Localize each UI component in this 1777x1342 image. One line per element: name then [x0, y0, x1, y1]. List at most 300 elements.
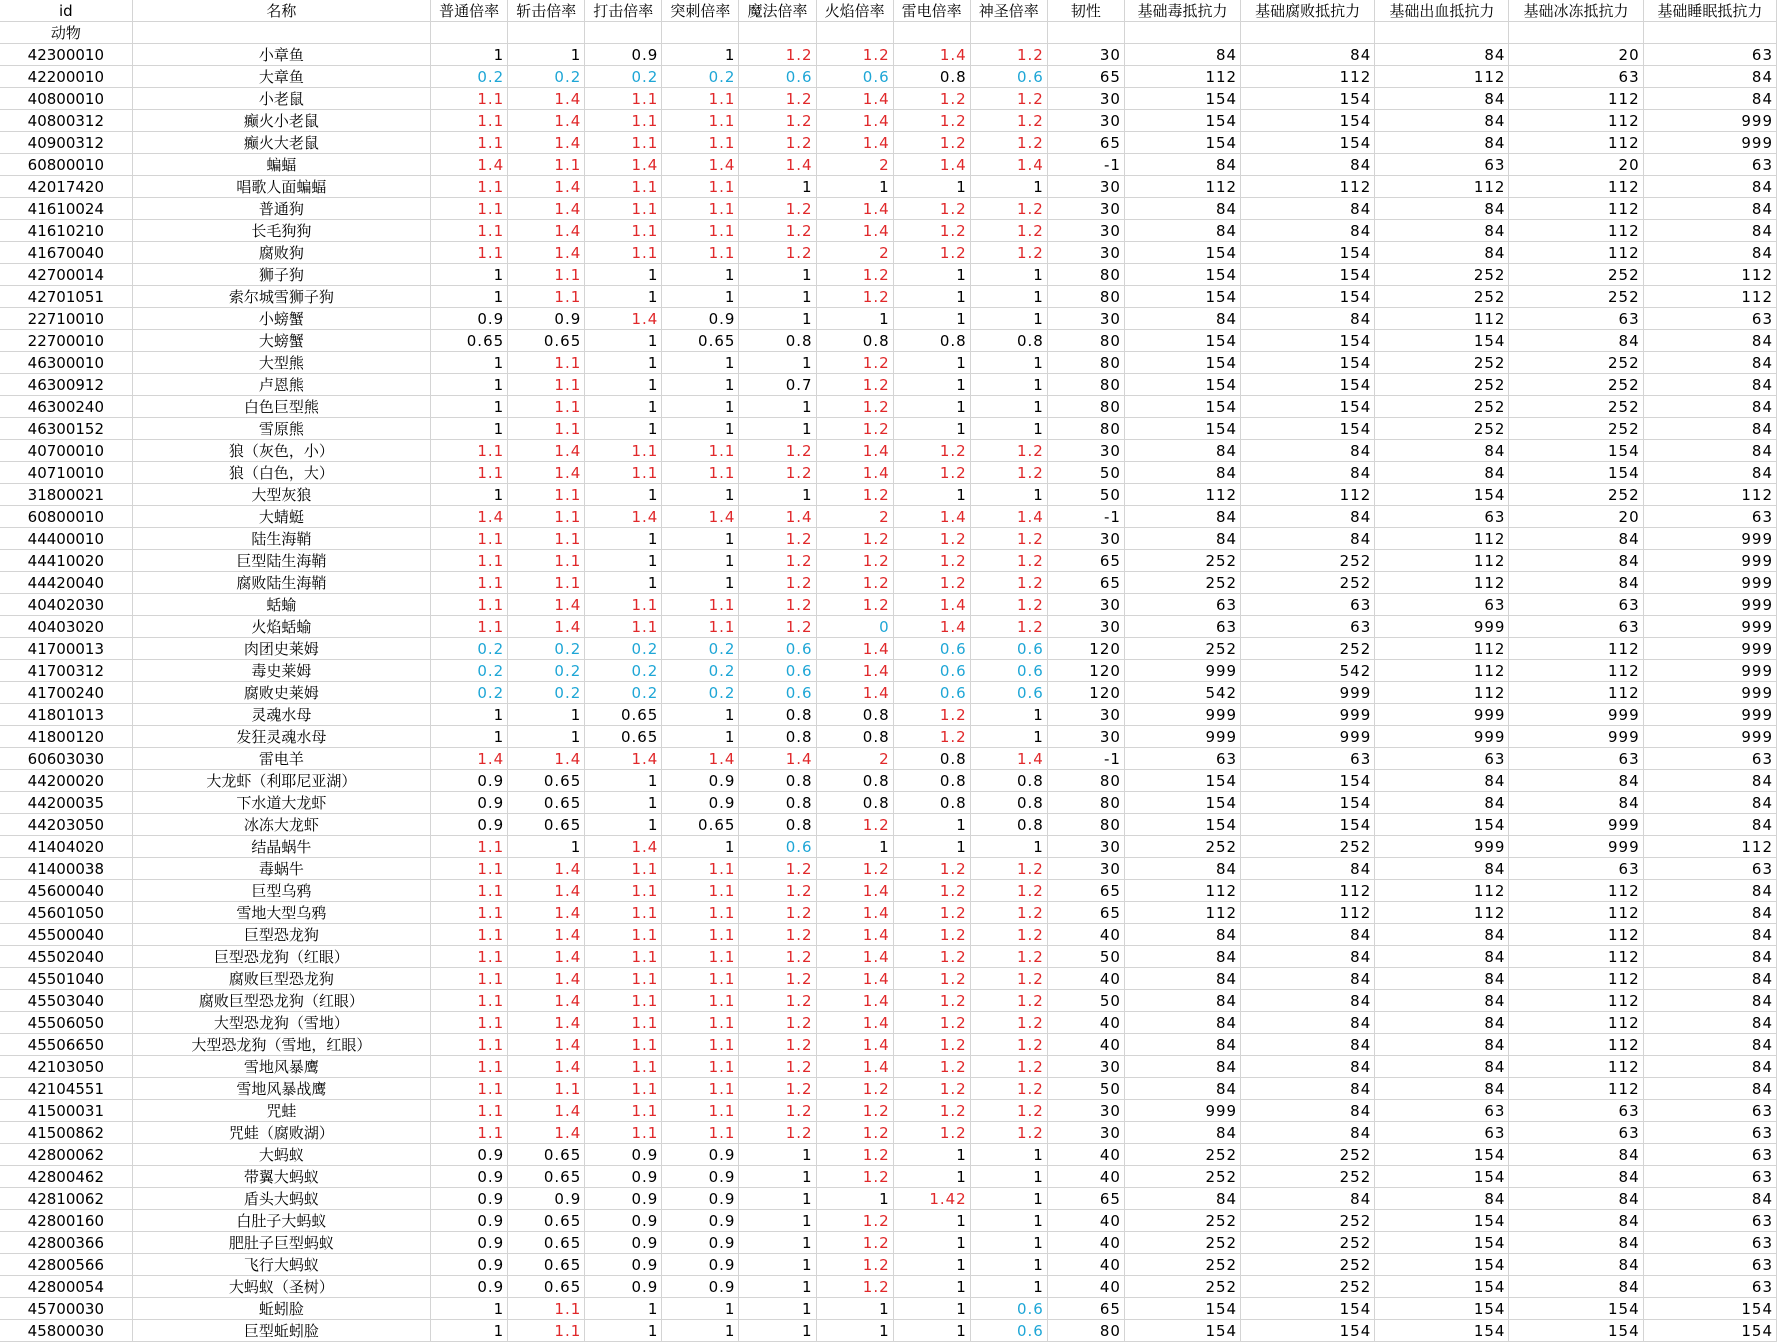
- poise-cell[interactable]: 30: [1047, 836, 1124, 858]
- id-cell[interactable]: 41800120: [0, 726, 132, 748]
- multiplier-cell[interactable]: 1.2: [970, 132, 1047, 154]
- multiplier-cell[interactable]: 1.4: [893, 154, 970, 176]
- multiplier-cell[interactable]: 0.9: [585, 1144, 662, 1166]
- resistance-cell[interactable]: 84: [1375, 990, 1509, 1012]
- multiplier-cell[interactable]: 0.8: [816, 726, 893, 748]
- column-header[interactable]: 火焰倍率: [816, 0, 893, 22]
- resistance-cell[interactable]: 63: [1241, 748, 1375, 770]
- poise-cell[interactable]: 30: [1047, 528, 1124, 550]
- multiplier-cell[interactable]: 0.65: [508, 1144, 585, 1166]
- multiplier-cell[interactable]: 0.9: [585, 1254, 662, 1276]
- multiplier-cell[interactable]: 1.2: [970, 1078, 1047, 1100]
- id-cell[interactable]: 42701051: [0, 286, 132, 308]
- multiplier-cell[interactable]: 1: [739, 308, 816, 330]
- resistance-cell[interactable]: 154: [1124, 418, 1240, 440]
- multiplier-cell[interactable]: 1.4: [508, 990, 585, 1012]
- multiplier-cell[interactable]: 1.1: [431, 528, 508, 550]
- resistance-cell[interactable]: 84: [1643, 1056, 1776, 1078]
- multiplier-cell[interactable]: 1: [662, 352, 739, 374]
- resistance-cell[interactable]: 252: [1241, 638, 1375, 660]
- resistance-cell[interactable]: 84: [1509, 550, 1643, 572]
- id-cell[interactable]: 45506650: [0, 1034, 132, 1056]
- multiplier-cell[interactable]: 1: [970, 1276, 1047, 1298]
- id-cell[interactable]: 41610024: [0, 198, 132, 220]
- multiplier-cell[interactable]: 1.1: [431, 858, 508, 880]
- multiplier-cell[interactable]: 1: [893, 814, 970, 836]
- multiplier-cell[interactable]: 1: [970, 704, 1047, 726]
- name-cell[interactable]: 大型恐龙狗（雪地，红眼）: [132, 1034, 430, 1056]
- resistance-cell[interactable]: 112: [1509, 220, 1643, 242]
- multiplier-cell[interactable]: 1.2: [816, 484, 893, 506]
- resistance-cell[interactable]: 112: [1509, 176, 1643, 198]
- multiplier-cell[interactable]: 0.7: [739, 374, 816, 396]
- multiplier-cell[interactable]: 1.1: [662, 1122, 739, 1144]
- multiplier-cell[interactable]: 1.2: [816, 1144, 893, 1166]
- multiplier-cell[interactable]: 1.4: [816, 110, 893, 132]
- resistance-cell[interactable]: 20: [1509, 506, 1643, 528]
- resistance-cell[interactable]: 999: [1643, 594, 1776, 616]
- id-cell[interactable]: 45506050: [0, 1012, 132, 1034]
- resistance-cell[interactable]: 999: [1241, 704, 1375, 726]
- multiplier-cell[interactable]: 1.1: [585, 902, 662, 924]
- multiplier-cell[interactable]: 1.4: [893, 594, 970, 616]
- multiplier-cell[interactable]: 1.2: [893, 1034, 970, 1056]
- multiplier-cell[interactable]: 1.1: [431, 1056, 508, 1078]
- resistance-cell[interactable]: 112: [1643, 264, 1776, 286]
- poise-cell[interactable]: 40: [1047, 1166, 1124, 1188]
- name-cell[interactable]: 飞行大蚂蚁: [132, 1254, 430, 1276]
- multiplier-cell[interactable]: 1.2: [816, 1122, 893, 1144]
- multiplier-cell[interactable]: 1: [739, 1188, 816, 1210]
- multiplier-cell[interactable]: 1.1: [508, 418, 585, 440]
- multiplier-cell[interactable]: 0.65: [585, 704, 662, 726]
- name-cell[interactable]: 火焰蛞蝓: [132, 616, 430, 638]
- multiplier-cell[interactable]: 1: [970, 176, 1047, 198]
- column-header[interactable]: 普通倍率: [431, 0, 508, 22]
- resistance-cell[interactable]: 154: [1241, 792, 1375, 814]
- resistance-cell[interactable]: 63: [1124, 594, 1240, 616]
- multiplier-cell[interactable]: 1.1: [508, 1320, 585, 1342]
- multiplier-cell[interactable]: 1.2: [970, 1056, 1047, 1078]
- multiplier-cell[interactable]: 0.2: [662, 682, 739, 704]
- multiplier-cell[interactable]: 1: [662, 1320, 739, 1342]
- multiplier-cell[interactable]: 0.9: [431, 770, 508, 792]
- multiplier-cell[interactable]: 1.2: [893, 110, 970, 132]
- resistance-cell[interactable]: 84: [1241, 968, 1375, 990]
- name-cell[interactable]: 蚯蚓脸: [132, 1298, 430, 1320]
- id-cell[interactable]: 41700240: [0, 682, 132, 704]
- column-header[interactable]: 斩击倍率: [508, 0, 585, 22]
- multiplier-cell[interactable]: 0.65: [662, 814, 739, 836]
- resistance-cell[interactable]: 154: [1509, 1298, 1643, 1320]
- poise-cell[interactable]: 80: [1047, 374, 1124, 396]
- multiplier-cell[interactable]: 1.4: [508, 1056, 585, 1078]
- resistance-cell[interactable]: 112: [1124, 66, 1240, 88]
- multiplier-cell[interactable]: 1.2: [893, 858, 970, 880]
- poise-cell[interactable]: 30: [1047, 1056, 1124, 1078]
- id-cell[interactable]: 42103050: [0, 1056, 132, 1078]
- multiplier-cell[interactable]: 1.4: [431, 748, 508, 770]
- resistance-cell[interactable]: 999: [1124, 660, 1240, 682]
- multiplier-cell[interactable]: 1: [970, 396, 1047, 418]
- multiplier-cell[interactable]: 1.2: [739, 88, 816, 110]
- id-cell[interactable]: 40403020: [0, 616, 132, 638]
- resistance-cell[interactable]: 63: [1643, 1100, 1776, 1122]
- resistance-cell[interactable]: 112: [1375, 682, 1509, 704]
- resistance-cell[interactable]: 84: [1643, 88, 1776, 110]
- resistance-cell[interactable]: 252: [1124, 638, 1240, 660]
- resistance-cell[interactable]: 252: [1375, 396, 1509, 418]
- multiplier-cell[interactable]: 0.6: [970, 682, 1047, 704]
- multiplier-cell[interactable]: 1.2: [893, 242, 970, 264]
- resistance-cell[interactable]: 154: [1375, 1210, 1509, 1232]
- name-cell[interactable]: 陆生海鞘: [132, 528, 430, 550]
- multiplier-cell[interactable]: 1.4: [431, 154, 508, 176]
- multiplier-cell[interactable]: 1.2: [739, 1056, 816, 1078]
- multiplier-cell[interactable]: 1: [970, 308, 1047, 330]
- multiplier-cell[interactable]: 0.2: [662, 66, 739, 88]
- resistance-cell[interactable]: 112: [1124, 176, 1240, 198]
- multiplier-cell[interactable]: 1.2: [739, 440, 816, 462]
- multiplier-cell[interactable]: 1.4: [816, 1012, 893, 1034]
- multiplier-cell[interactable]: 1: [816, 1188, 893, 1210]
- name-cell[interactable]: 雪地风暴鹰: [132, 1056, 430, 1078]
- multiplier-cell[interactable]: 1.1: [431, 220, 508, 242]
- id-cell[interactable]: 42800566: [0, 1254, 132, 1276]
- multiplier-cell[interactable]: 1.2: [739, 880, 816, 902]
- multiplier-cell[interactable]: 1: [893, 836, 970, 858]
- resistance-cell[interactable]: 154: [1241, 770, 1375, 792]
- resistance-cell[interactable]: 84: [1124, 198, 1240, 220]
- multiplier-cell[interactable]: 1: [893, 1166, 970, 1188]
- resistance-cell[interactable]: 84: [1509, 330, 1643, 352]
- multiplier-cell[interactable]: 1.4: [508, 902, 585, 924]
- multiplier-cell[interactable]: 1.1: [431, 836, 508, 858]
- resistance-cell[interactable]: 999: [1643, 682, 1776, 704]
- multiplier-cell[interactable]: 1.2: [970, 550, 1047, 572]
- name-cell[interactable]: 大蚂蚁: [132, 1144, 430, 1166]
- multiplier-cell[interactable]: 1.2: [970, 88, 1047, 110]
- multiplier-cell[interactable]: 1: [431, 352, 508, 374]
- resistance-cell[interactable]: 154: [1241, 88, 1375, 110]
- multiplier-cell[interactable]: 0.9: [508, 1188, 585, 1210]
- multiplier-cell[interactable]: 1.1: [585, 198, 662, 220]
- multiplier-cell[interactable]: 1.1: [508, 572, 585, 594]
- resistance-cell[interactable]: 84: [1643, 66, 1776, 88]
- name-cell[interactable]: 白色巨型熊: [132, 396, 430, 418]
- resistance-cell[interactable]: 112: [1509, 924, 1643, 946]
- multiplier-cell[interactable]: 1.1: [662, 176, 739, 198]
- multiplier-cell[interactable]: 0.6: [970, 660, 1047, 682]
- resistance-cell[interactable]: 84: [1643, 462, 1776, 484]
- multiplier-cell[interactable]: 1.1: [431, 110, 508, 132]
- name-cell[interactable]: 雪地大型乌鸦: [132, 902, 430, 924]
- resistance-cell[interactable]: 84: [1509, 792, 1643, 814]
- multiplier-cell[interactable]: 1: [508, 726, 585, 748]
- multiplier-cell[interactable]: 1.4: [816, 638, 893, 660]
- resistance-cell[interactable]: 252: [1241, 1276, 1375, 1298]
- column-header[interactable]: 神圣倍率: [970, 0, 1047, 22]
- resistance-cell[interactable]: 84: [1241, 462, 1375, 484]
- resistance-cell[interactable]: 20: [1509, 44, 1643, 66]
- multiplier-cell[interactable]: 1.2: [893, 1056, 970, 1078]
- multiplier-cell[interactable]: 1: [739, 1254, 816, 1276]
- multiplier-cell[interactable]: 1.2: [893, 1122, 970, 1144]
- multiplier-cell[interactable]: 1.2: [739, 528, 816, 550]
- resistance-cell[interactable]: 252: [1124, 572, 1240, 594]
- resistance-cell[interactable]: 84: [1375, 110, 1509, 132]
- poise-cell[interactable]: 40: [1047, 968, 1124, 990]
- poise-cell[interactable]: 30: [1047, 440, 1124, 462]
- id-cell[interactable]: 42017420: [0, 176, 132, 198]
- multiplier-cell[interactable]: 1.1: [431, 88, 508, 110]
- multiplier-cell[interactable]: 1: [970, 1254, 1047, 1276]
- id-cell[interactable]: 46300152: [0, 418, 132, 440]
- multiplier-cell[interactable]: 0.9: [431, 1232, 508, 1254]
- multiplier-cell[interactable]: 0.2: [585, 660, 662, 682]
- poise-cell[interactable]: 65: [1047, 66, 1124, 88]
- id-cell[interactable]: 45700030: [0, 1298, 132, 1320]
- name-cell[interactable]: 巨型陆生海鞘: [132, 550, 430, 572]
- resistance-cell[interactable]: 154: [1124, 792, 1240, 814]
- resistance-cell[interactable]: 252: [1509, 418, 1643, 440]
- multiplier-cell[interactable]: 0.8: [893, 330, 970, 352]
- multiplier-cell[interactable]: 1.2: [893, 132, 970, 154]
- multiplier-cell[interactable]: 1.1: [431, 1122, 508, 1144]
- resistance-cell[interactable]: 154: [1241, 418, 1375, 440]
- resistance-cell[interactable]: 84: [1241, 528, 1375, 550]
- resistance-cell[interactable]: 252: [1124, 836, 1240, 858]
- multiplier-cell[interactable]: 1.2: [816, 374, 893, 396]
- multiplier-cell[interactable]: 1.1: [662, 594, 739, 616]
- resistance-cell[interactable]: 84: [1643, 792, 1776, 814]
- resistance-cell[interactable]: 84: [1241, 1034, 1375, 1056]
- multiplier-cell[interactable]: 1.2: [970, 968, 1047, 990]
- name-cell[interactable]: 狼（灰色，小）: [132, 440, 430, 462]
- poise-cell[interactable]: 120: [1047, 638, 1124, 660]
- resistance-cell[interactable]: 84: [1509, 1276, 1643, 1298]
- resistance-cell[interactable]: 63: [1375, 748, 1509, 770]
- multiplier-cell[interactable]: 1: [739, 176, 816, 198]
- poise-cell[interactable]: 120: [1047, 660, 1124, 682]
- resistance-cell[interactable]: 63: [1375, 1100, 1509, 1122]
- multiplier-cell[interactable]: 0.8: [739, 704, 816, 726]
- multiplier-cell[interactable]: 1.2: [970, 1012, 1047, 1034]
- resistance-cell[interactable]: 999: [1124, 726, 1240, 748]
- multiplier-cell[interactable]: 0.6: [816, 66, 893, 88]
- multiplier-cell[interactable]: 1.2: [893, 726, 970, 748]
- resistance-cell[interactable]: 63: [1509, 1122, 1643, 1144]
- multiplier-cell[interactable]: 0.6: [893, 638, 970, 660]
- resistance-cell[interactable]: 84: [1124, 1078, 1240, 1100]
- id-cell[interactable]: 60800010: [0, 506, 132, 528]
- multiplier-cell[interactable]: 1: [739, 418, 816, 440]
- id-cell[interactable]: 42300010: [0, 44, 132, 66]
- multiplier-cell[interactable]: 0.6: [739, 660, 816, 682]
- resistance-cell[interactable]: 252: [1509, 352, 1643, 374]
- resistance-cell[interactable]: 84: [1375, 440, 1509, 462]
- multiplier-cell[interactable]: 1.2: [739, 242, 816, 264]
- multiplier-cell[interactable]: 1.2: [816, 528, 893, 550]
- multiplier-cell[interactable]: 1.1: [508, 550, 585, 572]
- poise-cell[interactable]: 50: [1047, 462, 1124, 484]
- id-cell[interactable]: 41404020: [0, 836, 132, 858]
- name-cell[interactable]: 大章鱼: [132, 66, 430, 88]
- multiplier-cell[interactable]: 0.65: [508, 1254, 585, 1276]
- multiplier-cell[interactable]: 1.1: [662, 132, 739, 154]
- multiplier-cell[interactable]: 1.2: [739, 946, 816, 968]
- resistance-cell[interactable]: 112: [1509, 132, 1643, 154]
- multiplier-cell[interactable]: 1: [739, 396, 816, 418]
- multiplier-cell[interactable]: 1.1: [662, 1100, 739, 1122]
- resistance-cell[interactable]: 154: [1241, 352, 1375, 374]
- resistance-cell[interactable]: 112: [1509, 902, 1643, 924]
- multiplier-cell[interactable]: 1: [431, 374, 508, 396]
- poise-cell[interactable]: 80: [1047, 352, 1124, 374]
- multiplier-cell[interactable]: 1.1: [585, 924, 662, 946]
- name-cell[interactable]: 发狂灵魂水母: [132, 726, 430, 748]
- resistance-cell[interactable]: 999: [1643, 572, 1776, 594]
- resistance-cell[interactable]: 112: [1375, 66, 1509, 88]
- multiplier-cell[interactable]: 1.4: [508, 220, 585, 242]
- resistance-cell[interactable]: 154: [1375, 1144, 1509, 1166]
- multiplier-cell[interactable]: 1: [816, 176, 893, 198]
- resistance-cell[interactable]: 63: [1509, 748, 1643, 770]
- column-header[interactable]: 突刺倍率: [662, 0, 739, 22]
- id-cell[interactable]: 60800010: [0, 154, 132, 176]
- poise-cell[interactable]: 65: [1047, 572, 1124, 594]
- multiplier-cell[interactable]: 1.2: [739, 110, 816, 132]
- id-cell[interactable]: 45502040: [0, 946, 132, 968]
- multiplier-cell[interactable]: 1.2: [893, 462, 970, 484]
- id-cell[interactable]: 40700010: [0, 440, 132, 462]
- name-cell[interactable]: 肥肚子巨型蚂蚁: [132, 1232, 430, 1254]
- name-cell[interactable]: 毒蜗牛: [132, 858, 430, 880]
- resistance-cell[interactable]: 63: [1375, 154, 1509, 176]
- id-cell[interactable]: 44200020: [0, 770, 132, 792]
- multiplier-cell[interactable]: 1.1: [431, 242, 508, 264]
- resistance-cell[interactable]: 84: [1509, 1210, 1643, 1232]
- resistance-cell[interactable]: 999: [1375, 616, 1509, 638]
- name-cell[interactable]: 结晶蜗牛: [132, 836, 430, 858]
- multiplier-cell[interactable]: 1.1: [662, 1012, 739, 1034]
- resistance-cell[interactable]: 84: [1643, 924, 1776, 946]
- name-cell[interactable]: 狮子狗: [132, 264, 430, 286]
- name-cell[interactable]: 唱歌人面蝙蝠: [132, 176, 430, 198]
- multiplier-cell[interactable]: 1.2: [739, 220, 816, 242]
- multiplier-cell[interactable]: 1.1: [662, 902, 739, 924]
- poise-cell[interactable]: 65: [1047, 550, 1124, 572]
- resistance-cell[interactable]: 84: [1375, 88, 1509, 110]
- multiplier-cell[interactable]: 0.9: [662, 1254, 739, 1276]
- multiplier-cell[interactable]: 1: [662, 484, 739, 506]
- multiplier-cell[interactable]: 0.6: [893, 682, 970, 704]
- multiplier-cell[interactable]: 0.65: [662, 330, 739, 352]
- multiplier-cell[interactable]: 1.1: [585, 1034, 662, 1056]
- multiplier-cell[interactable]: 0.8: [739, 792, 816, 814]
- poise-cell[interactable]: 30: [1047, 594, 1124, 616]
- resistance-cell[interactable]: 112: [1509, 682, 1643, 704]
- multiplier-cell[interactable]: 0.9: [662, 1232, 739, 1254]
- resistance-cell[interactable]: 154: [1509, 440, 1643, 462]
- id-cell[interactable]: 41400038: [0, 858, 132, 880]
- resistance-cell[interactable]: 252: [1241, 1144, 1375, 1166]
- multiplier-cell[interactable]: 1.4: [816, 902, 893, 924]
- multiplier-cell[interactable]: 1.1: [662, 242, 739, 264]
- resistance-cell[interactable]: 63: [1643, 1122, 1776, 1144]
- multiplier-cell[interactable]: 1.2: [970, 990, 1047, 1012]
- empty-cell[interactable]: [893, 22, 970, 44]
- resistance-cell[interactable]: 999: [1643, 550, 1776, 572]
- multiplier-cell[interactable]: 0.6: [893, 660, 970, 682]
- multiplier-cell[interactable]: 1.2: [739, 1122, 816, 1144]
- resistance-cell[interactable]: 154: [1124, 374, 1240, 396]
- multiplier-cell[interactable]: 1.4: [508, 132, 585, 154]
- multiplier-cell[interactable]: 0.9: [585, 1210, 662, 1232]
- multiplier-cell[interactable]: 1: [585, 528, 662, 550]
- empty-cell[interactable]: [1124, 22, 1240, 44]
- resistance-cell[interactable]: 154: [1241, 330, 1375, 352]
- multiplier-cell[interactable]: 1: [970, 1188, 1047, 1210]
- resistance-cell[interactable]: 999: [1643, 528, 1776, 550]
- multiplier-cell[interactable]: 0.8: [816, 330, 893, 352]
- multiplier-cell[interactable]: 1: [739, 1320, 816, 1342]
- resistance-cell[interactable]: 154: [1375, 1232, 1509, 1254]
- multiplier-cell[interactable]: 1.1: [431, 616, 508, 638]
- resistance-cell[interactable]: 84: [1375, 792, 1509, 814]
- resistance-cell[interactable]: 84: [1124, 946, 1240, 968]
- resistance-cell[interactable]: 252: [1241, 1210, 1375, 1232]
- multiplier-cell[interactable]: 1.2: [893, 440, 970, 462]
- resistance-cell[interactable]: 84: [1509, 1144, 1643, 1166]
- multiplier-cell[interactable]: 1.2: [739, 132, 816, 154]
- multiplier-cell[interactable]: 1.2: [739, 990, 816, 1012]
- resistance-cell[interactable]: 252: [1509, 396, 1643, 418]
- resistance-cell[interactable]: 154: [1375, 330, 1509, 352]
- empty-cell[interactable]: [1643, 22, 1776, 44]
- resistance-cell[interactable]: 84: [1241, 440, 1375, 462]
- poise-cell[interactable]: -1: [1047, 748, 1124, 770]
- multiplier-cell[interactable]: 0.9: [662, 1276, 739, 1298]
- multiplier-cell[interactable]: 1: [508, 836, 585, 858]
- column-header[interactable]: 基础睡眠抵抗力: [1643, 0, 1776, 22]
- resistance-cell[interactable]: 999: [1643, 616, 1776, 638]
- multiplier-cell[interactable]: 0.6: [970, 1298, 1047, 1320]
- resistance-cell[interactable]: 63: [1643, 748, 1776, 770]
- id-cell[interactable]: 42800366: [0, 1232, 132, 1254]
- poise-cell[interactable]: 40: [1047, 1210, 1124, 1232]
- multiplier-cell[interactable]: 1: [662, 264, 739, 286]
- resistance-cell[interactable]: 84: [1124, 506, 1240, 528]
- multiplier-cell[interactable]: 1: [739, 1232, 816, 1254]
- resistance-cell[interactable]: 252: [1509, 484, 1643, 506]
- multiplier-cell[interactable]: 1.2: [816, 1100, 893, 1122]
- name-cell[interactable]: 腐败陆生海鞘: [132, 572, 430, 594]
- multiplier-cell[interactable]: 1.1: [508, 154, 585, 176]
- name-cell[interactable]: 肉团史莱姆: [132, 638, 430, 660]
- multiplier-cell[interactable]: 1.2: [739, 572, 816, 594]
- poise-cell[interactable]: -1: [1047, 154, 1124, 176]
- multiplier-cell[interactable]: 1.2: [816, 352, 893, 374]
- resistance-cell[interactable]: 154: [1124, 1298, 1240, 1320]
- resistance-cell[interactable]: 999: [1375, 836, 1509, 858]
- multiplier-cell[interactable]: 1: [739, 286, 816, 308]
- multiplier-cell[interactable]: 1: [739, 1276, 816, 1298]
- resistance-cell[interactable]: 84: [1375, 1078, 1509, 1100]
- resistance-cell[interactable]: 63: [1643, 1254, 1776, 1276]
- multiplier-cell[interactable]: 1.2: [893, 968, 970, 990]
- name-cell[interactable]: 冰冻大龙虾: [132, 814, 430, 836]
